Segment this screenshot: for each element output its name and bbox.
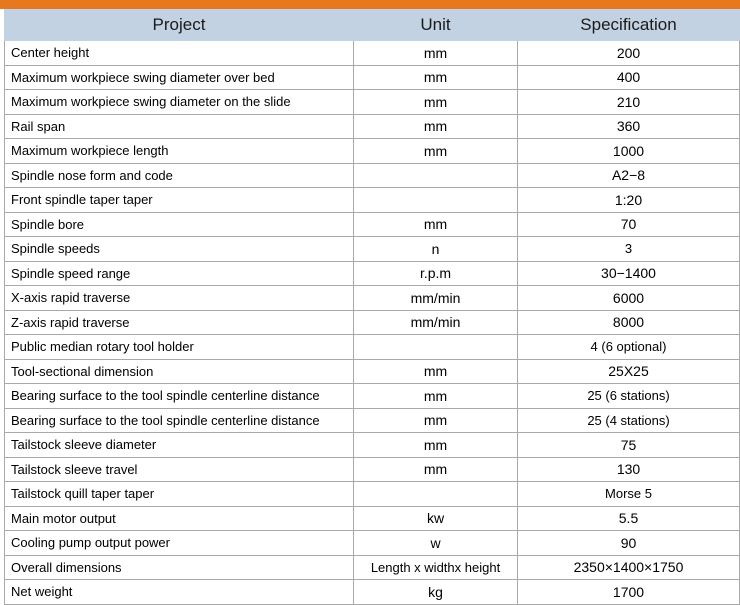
table-row bbox=[5, 41, 740, 66]
project-cell: Tailstock sleeve diameter bbox=[5, 433, 354, 458]
project-cell: Front spindle taper taper bbox=[5, 188, 354, 213]
project-cell: Bearing surface to the tool spindle centerline distance bbox=[5, 384, 354, 409]
table-row bbox=[5, 114, 740, 139]
table-row bbox=[5, 335, 740, 360]
unit-cell: mm bbox=[354, 114, 518, 139]
project-cell: Spindle speeds bbox=[5, 237, 354, 262]
unit-cell: mm bbox=[354, 139, 518, 164]
unit-cell bbox=[354, 163, 518, 188]
project-cell: Maximum workpiece swing diameter on the slide bbox=[5, 90, 354, 115]
unit-cell bbox=[354, 188, 518, 213]
project-cell: Spindle bore bbox=[5, 212, 354, 237]
project-cell: Tailstock quill taper taper bbox=[5, 482, 354, 507]
table-row bbox=[5, 139, 740, 164]
spec-cell: 75 bbox=[518, 433, 740, 458]
spec-cell: 25 (6 stations) bbox=[518, 384, 740, 409]
spec-cell: 25 (4 stations) bbox=[518, 408, 740, 433]
spec-cell: 30−1400 bbox=[518, 261, 740, 286]
spec-cell: 8000 bbox=[518, 310, 740, 335]
accent-bar bbox=[0, 0, 740, 9]
unit-cell: mm bbox=[354, 212, 518, 237]
table-row bbox=[5, 188, 740, 213]
spec-table bbox=[4, 9, 740, 605]
unit-cell: mm bbox=[354, 359, 518, 384]
unit-cell: Length x widthx height bbox=[354, 555, 518, 580]
unit-cell: mm bbox=[354, 457, 518, 482]
table-row bbox=[5, 457, 740, 482]
project-cell: Main motor output bbox=[5, 506, 354, 531]
project-cell: Spindle nose form and code bbox=[5, 163, 354, 188]
unit-cell: mm bbox=[354, 384, 518, 409]
table-row bbox=[5, 163, 740, 188]
unit-cell: mm bbox=[354, 433, 518, 458]
header-project: Project bbox=[5, 10, 354, 41]
table-row bbox=[5, 359, 740, 384]
header-specification: Specification bbox=[518, 10, 740, 41]
table-row bbox=[5, 555, 740, 580]
project-cell: Spindle speed range bbox=[5, 261, 354, 286]
spec-cell: 400 bbox=[518, 65, 740, 90]
project-cell: Maximum workpiece length bbox=[5, 139, 354, 164]
table-row bbox=[5, 580, 740, 605]
unit-cell: w bbox=[354, 531, 518, 556]
table-row bbox=[5, 384, 740, 409]
table-row bbox=[5, 212, 740, 237]
spec-cell: 130 bbox=[518, 457, 740, 482]
unit-cell: kg bbox=[354, 580, 518, 605]
spec-cell: 1:20 bbox=[518, 188, 740, 213]
spec-cell: 2350×1400×1750 bbox=[518, 555, 740, 580]
spec-cell: 4 (6 optional) bbox=[518, 335, 740, 360]
unit-cell: n bbox=[354, 237, 518, 262]
header-row bbox=[5, 10, 740, 41]
project-cell: Cooling pump output power bbox=[5, 531, 354, 556]
table-row bbox=[5, 482, 740, 507]
table-row bbox=[5, 90, 740, 115]
spec-cell: 70 bbox=[518, 212, 740, 237]
unit-cell: mm bbox=[354, 41, 518, 66]
spec-cell: 90 bbox=[518, 531, 740, 556]
project-cell: Public median rotary tool holder bbox=[5, 335, 354, 360]
project-cell: X-axis rapid traverse bbox=[5, 286, 354, 311]
project-cell: Rail span bbox=[5, 114, 354, 139]
table-row bbox=[5, 408, 740, 433]
table-row bbox=[5, 65, 740, 90]
spec-cell: 6000 bbox=[518, 286, 740, 311]
spec-cell: 5.5 bbox=[518, 506, 740, 531]
table-row bbox=[5, 261, 740, 286]
unit-cell: kw bbox=[354, 506, 518, 531]
project-cell: Bearing surface to the tool spindle centerline distance bbox=[5, 408, 354, 433]
unit-cell: mm/min bbox=[354, 310, 518, 335]
header-unit: Unit bbox=[354, 10, 518, 41]
spec-cell: 3 bbox=[518, 237, 740, 262]
unit-cell: mm bbox=[354, 90, 518, 115]
project-cell: Tailstock sleeve travel bbox=[5, 457, 354, 482]
project-cell: Overall dimensions bbox=[5, 555, 354, 580]
unit-cell bbox=[354, 482, 518, 507]
table-row bbox=[5, 506, 740, 531]
unit-cell: mm bbox=[354, 408, 518, 433]
table-row bbox=[5, 237, 740, 262]
table-row bbox=[5, 310, 740, 335]
table-row bbox=[5, 531, 740, 556]
spec-cell: 1700 bbox=[518, 580, 740, 605]
spec-cell: Morse 5 bbox=[518, 482, 740, 507]
project-cell: Center height bbox=[5, 41, 354, 66]
unit-cell: r.p.m bbox=[354, 261, 518, 286]
project-cell: Net weight bbox=[5, 580, 354, 605]
spec-cell: A2−8 bbox=[518, 163, 740, 188]
spec-cell: 1000 bbox=[518, 139, 740, 164]
spec-cell: 25X25 bbox=[518, 359, 740, 384]
unit-cell: mm bbox=[354, 65, 518, 90]
project-cell: Tool-sectional dimension bbox=[5, 359, 354, 384]
table-row bbox=[5, 433, 740, 458]
spec-cell: 210 bbox=[518, 90, 740, 115]
spec-cell: 360 bbox=[518, 114, 740, 139]
unit-cell bbox=[354, 335, 518, 360]
spec-cell: 200 bbox=[518, 41, 740, 66]
unit-cell: mm/min bbox=[354, 286, 518, 311]
project-cell: Maximum workpiece swing diameter over bed bbox=[5, 65, 354, 90]
table-row bbox=[5, 286, 740, 311]
project-cell: Z-axis rapid traverse bbox=[5, 310, 354, 335]
